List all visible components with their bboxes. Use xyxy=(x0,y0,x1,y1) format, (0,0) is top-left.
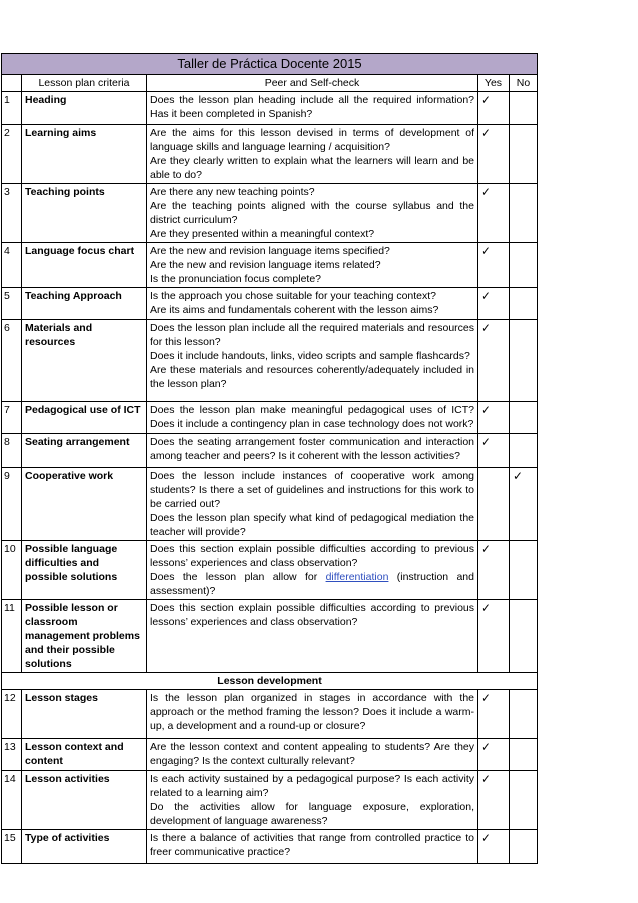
criterion-name: Heading xyxy=(22,92,147,125)
criterion-name: Lesson stages xyxy=(22,690,147,739)
question-text: Are the new and revision language items specified? xyxy=(150,245,390,257)
row-number: 5 xyxy=(2,288,22,320)
yes-check-cell xyxy=(478,243,510,288)
criterion-name: Possible lesson or classroom management problems and their possible solutions xyxy=(22,600,147,673)
no-check-cell xyxy=(510,468,538,541)
check-questions xyxy=(147,184,478,243)
criterion-name: Lesson activities xyxy=(22,771,147,830)
question-text: Is the lesson plan organized in stages in accordance with the approach or the method framing the lesson? Does it include a warm-up, a development and a round-up or closure? xyxy=(150,692,474,732)
check-mark-icon: ✓ xyxy=(481,831,492,845)
question-text-part: Does the lesson plan allow for xyxy=(150,571,326,583)
check-mark-icon: ✓ xyxy=(481,542,492,556)
no-check-cell xyxy=(510,830,538,864)
question-text: Does this section explain possible difficulties according to previous lessons’ experiences and class observation? xyxy=(150,602,474,628)
no-check-cell xyxy=(510,125,538,184)
no-check-cell xyxy=(510,600,538,673)
table-row xyxy=(2,184,538,243)
table-row xyxy=(2,288,538,320)
table-row xyxy=(2,402,538,434)
question-text: Does it include handouts, links, video scripts and sample flashcards? xyxy=(150,350,470,362)
question-text: Does the seating arrangement foster communication and interaction among teacher and peers? Is it coherent with the lesson activities? xyxy=(150,436,474,462)
check-questions xyxy=(147,92,478,125)
yes-check-cell xyxy=(478,600,510,673)
question-text: Is the approach you chose suitable for your teaching context? xyxy=(150,290,437,302)
section-row xyxy=(2,673,538,690)
check-questions xyxy=(147,690,478,739)
check-questions xyxy=(147,243,478,288)
check-mark-icon: ✓ xyxy=(481,321,492,335)
row-number: 9 xyxy=(2,468,22,541)
question-text: Is each activity sustained by a pedagogical purpose? Is each activity related to a learning aim? xyxy=(150,773,474,799)
no-check-cell xyxy=(510,288,538,320)
title-row xyxy=(2,54,538,75)
criterion-name: Language focus chart xyxy=(22,243,147,288)
yes-check-cell xyxy=(478,541,510,600)
lesson-plan-checklist-table xyxy=(1,53,538,864)
yes-check-cell xyxy=(478,690,510,739)
table-row xyxy=(2,92,538,125)
check-questions xyxy=(147,320,478,402)
check-questions xyxy=(147,830,478,864)
no-check-cell xyxy=(510,402,538,434)
row-number: 6 xyxy=(2,320,22,402)
row-number: 2 xyxy=(2,125,22,184)
criterion-name: Seating arrangement xyxy=(22,434,147,468)
check-mark-icon: ✓ xyxy=(481,435,492,449)
no-check-cell xyxy=(510,92,538,125)
check-questions xyxy=(147,288,478,320)
no-check-cell xyxy=(510,739,538,771)
check-mark-icon: ✓ xyxy=(481,691,492,705)
header-criteria: Lesson plan criteria xyxy=(22,75,147,92)
check-mark-icon: ✓ xyxy=(481,244,492,258)
row-number: 15 xyxy=(2,830,22,864)
criterion-name: Learning aims xyxy=(22,125,147,184)
criterion-name: Cooperative work xyxy=(22,468,147,541)
criterion-name: Pedagogical use of ICT xyxy=(22,402,147,434)
question-text: Are the lesson context and content appealing to students? Are they engaging? Is the context culturally relevant? xyxy=(150,741,474,767)
question-text: Does the lesson plan make meaningful pedagogical uses of ICT? Does it include a contingency plan in case technology does not work? xyxy=(150,404,474,430)
check-questions xyxy=(147,771,478,830)
question-text: Does the lesson include instances of cooperative work among students? Is there a set of guidelines and instructions for this work to be carried out? xyxy=(150,470,474,510)
header-peer-self-check: Peer and Self-check xyxy=(147,75,478,92)
question-text: Are the aims for this lesson devised in terms of development of language skills and language learning / acquisition? xyxy=(150,127,474,153)
table-row xyxy=(2,771,538,830)
row-number: 1 xyxy=(2,92,22,125)
section-title: Lesson development xyxy=(2,673,538,690)
table-row xyxy=(2,600,538,673)
no-check-cell xyxy=(510,690,538,739)
header-row xyxy=(2,75,538,92)
question-text: Do the activities allow for language exposure, exploration, development of language awareness? xyxy=(150,801,474,827)
question-text xyxy=(150,570,474,598)
check-mark-icon: ✓ xyxy=(481,126,492,140)
criterion-name: Type of activities xyxy=(22,830,147,864)
check-questions xyxy=(147,541,478,600)
row-number: 12 xyxy=(2,690,22,739)
question-text: Does the lesson plan include all the required materials and resources for this lesson? xyxy=(150,322,474,348)
row-number: 4 xyxy=(2,243,22,288)
criterion-name: Teaching Approach xyxy=(22,288,147,320)
check-mark-icon: ✓ xyxy=(481,772,492,786)
row-number: 13 xyxy=(2,739,22,771)
yes-check-cell xyxy=(478,402,510,434)
yes-check-cell xyxy=(478,434,510,468)
check-questions xyxy=(147,434,478,468)
question-text: Does the lesson plan heading include all the required information? Has it been completed in Spanish? xyxy=(150,94,474,120)
table-row xyxy=(2,468,538,541)
yes-check-cell xyxy=(478,184,510,243)
row-number: 8 xyxy=(2,434,22,468)
no-check-cell xyxy=(510,320,538,402)
question-text: Does the lesson plan specify what kind of pedagogical mediation the teacher will provide? xyxy=(150,512,474,538)
question-text: Are the teaching points aligned with the course syllabus and the district curriculum? xyxy=(150,200,474,226)
yes-check-cell xyxy=(478,320,510,402)
question-text: Is the pronunciation focus complete? xyxy=(150,273,322,285)
yes-check-cell xyxy=(478,830,510,864)
table-row xyxy=(2,690,538,739)
check-mark-icon: ✓ xyxy=(481,740,492,754)
row-number: 3 xyxy=(2,184,22,243)
no-check-cell xyxy=(510,541,538,600)
table-row xyxy=(2,541,538,600)
criterion-name: Lesson context and content xyxy=(22,739,147,771)
question-text: Is there a balance of activities that range from controlled practice to freer communicative practice? xyxy=(150,832,474,858)
check-mark-icon: ✓ xyxy=(481,289,492,303)
check-mark-icon: ✓ xyxy=(481,403,492,417)
check-questions xyxy=(147,600,478,673)
yes-check-cell xyxy=(478,739,510,771)
question-text: Are they presented within a meaningful context? xyxy=(150,228,375,240)
header-number xyxy=(2,75,22,92)
question-text: Are there any new teaching points? xyxy=(150,186,315,198)
row-number: 10 xyxy=(2,541,22,600)
question-text: Are its aims and fundamentals coherent with the lesson aims? xyxy=(150,304,439,316)
table-title: Taller de Práctica Docente 2015 xyxy=(2,54,538,75)
question-text: Are the new and revision language items related? xyxy=(150,259,381,271)
yes-check-cell xyxy=(478,125,510,184)
check-questions xyxy=(147,125,478,184)
question-text: Are they clearly written to explain what the learners will learn and be able to do? xyxy=(150,155,474,181)
header-no: No xyxy=(510,75,538,92)
check-mark-icon: ✓ xyxy=(513,469,524,483)
row-number: 11 xyxy=(2,600,22,673)
differentiation-link[interactable]: differentiation xyxy=(325,571,389,583)
row-number: 7 xyxy=(2,402,22,434)
no-check-cell xyxy=(510,184,538,243)
no-check-cell xyxy=(510,771,538,830)
criterion-name: Teaching points xyxy=(22,184,147,243)
row-number: 14 xyxy=(2,771,22,830)
no-check-cell xyxy=(510,434,538,468)
table-row xyxy=(2,125,538,184)
no-check-cell xyxy=(510,243,538,288)
header-yes: Yes xyxy=(478,75,510,92)
question-text: Does this section explain possible difficulties according to previous lessons’ experiences and class observation? xyxy=(150,543,474,569)
check-questions xyxy=(147,468,478,541)
yes-check-cell xyxy=(478,771,510,830)
yes-check-cell xyxy=(478,288,510,320)
yes-check-cell xyxy=(478,468,510,541)
table-row xyxy=(2,830,538,864)
yes-check-cell xyxy=(478,92,510,125)
question-text-part: (instruction and assessment)? xyxy=(150,571,474,597)
question-text: Are these materials and resources coherently/adequately included in the lesson plan? xyxy=(150,364,474,390)
check-questions xyxy=(147,402,478,434)
criterion-name: Possible language difficulties and possible solutions xyxy=(22,541,147,600)
check-mark-icon: ✓ xyxy=(481,185,492,199)
table-row xyxy=(2,739,538,771)
table-row xyxy=(2,243,538,288)
criterion-name: Materials and resources xyxy=(22,320,147,402)
check-questions xyxy=(147,739,478,771)
check-mark-icon: ✓ xyxy=(481,601,492,615)
table-row xyxy=(2,434,538,468)
check-mark-icon: ✓ xyxy=(481,93,492,107)
table-row xyxy=(2,320,538,402)
